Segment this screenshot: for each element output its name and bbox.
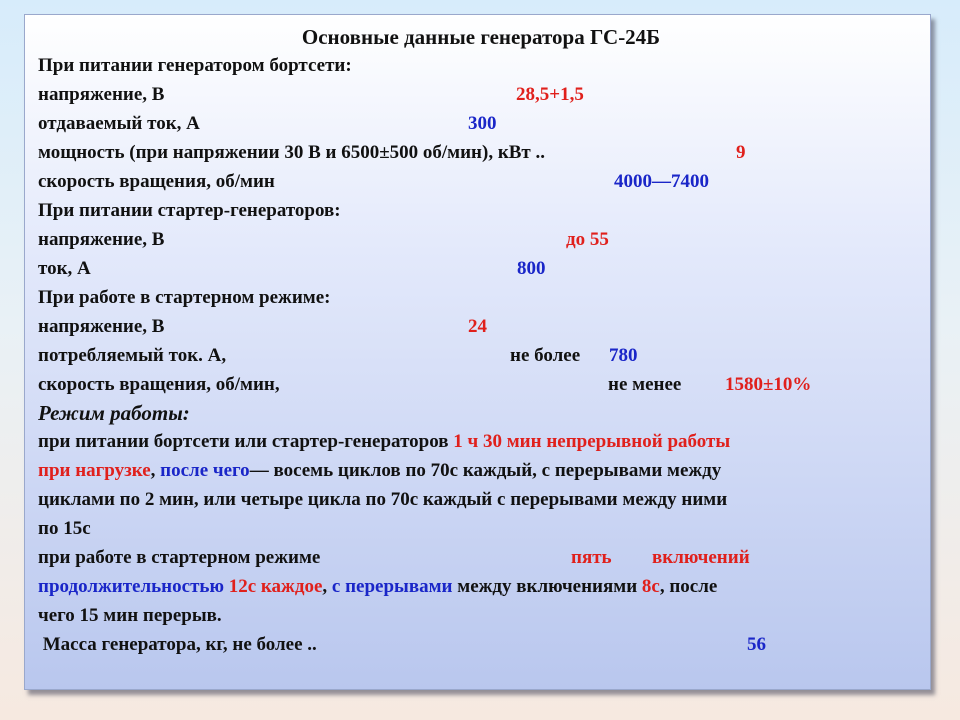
starter-mode-voltage-row — [38, 312, 916, 341]
mass-row — [38, 630, 916, 659]
starter-gen-current-value: 800 — [517, 258, 546, 279]
mode-para1-line1: при питании бортсети или стартер-генераторов 1 ч 30 мин непрерывной работы — [38, 431, 731, 452]
starter-mode-speed-prefix: не менее — [608, 374, 682, 395]
starter-gen-current-row — [38, 254, 916, 283]
starter-gen-voltage-value: до 55 — [566, 229, 609, 250]
starter-mode-speed-row — [38, 370, 916, 399]
each-12s-text: 12с каждое — [228, 576, 323, 597]
board-speed-value: 4000—7400 — [614, 171, 709, 192]
mode-para1-line3: циклами по 2 мин, или четыре цикла по 70с каждый с перерывами между ними — [38, 489, 728, 510]
board-power-label: мощность (при напряжении 30 В и 6500±500 об/мин), кВт .. — [38, 142, 546, 163]
board-power-row — [38, 138, 916, 167]
board-speed-label: скорость вращения, об/мин — [38, 171, 275, 192]
mode-para2-line1: при работе в стартерном режиме пять включений — [38, 543, 916, 572]
board-current-label: отдаваемый ток, А — [38, 113, 200, 134]
mode-para2-line3: чего 15 мин перерыв. — [38, 605, 222, 626]
after-which-text: после чего — [160, 460, 250, 481]
five-text: пять — [571, 547, 612, 568]
starter-mode-current-prefix: не более — [510, 345, 581, 366]
starter-mode-speed-label: скорость вращения, об/мин, — [38, 374, 280, 395]
mass-value: 56 — [747, 634, 766, 655]
under-load-text: при нагрузке — [38, 460, 151, 481]
with-breaks-text: с перерывами — [331, 576, 453, 597]
board-voltage-value: 28,5+1,5 — [516, 84, 584, 105]
board-voltage-row — [38, 80, 916, 109]
content-card — [24, 14, 931, 690]
mode-paragraph-1 — [38, 427, 916, 543]
starter-mode-speed-value: 1580±10% — [725, 374, 812, 395]
board-current-value: 300 — [468, 113, 497, 134]
starter-gen-current-label: ток, А — [38, 258, 91, 279]
starter-mode-voltage-value: 24 — [468, 316, 487, 337]
mode-para2-line2: продолжительностью 12с каждое, с перерывами между включениями 8с, после — [38, 576, 718, 597]
board-section-header: При питании генератором бортсети: — [38, 55, 352, 76]
board-voltage-label: напряжение, В — [38, 84, 165, 105]
board-power-value: 9 — [736, 142, 746, 163]
mode-para1-line4: по 15с — [38, 518, 91, 539]
switch-ons-text: включений — [652, 547, 750, 568]
board-current-row — [38, 109, 916, 138]
starter-mode-voltage-label: напряжение, В — [38, 316, 165, 337]
starter-mode-current-row — [38, 341, 916, 370]
page-title: Основные данные генератора ГС-24Б — [301, 25, 661, 49]
starter-mode-current-label: потребляемый ток. А, — [38, 345, 227, 366]
mode-para1-line2: при нагрузке, после чего— восемь циклов по 70с каждый, с перерывами между — [38, 460, 722, 481]
starter-gen-voltage-row — [38, 225, 916, 254]
board-speed-row — [38, 167, 916, 196]
mode-heading: Режим работы: — [38, 401, 190, 425]
starter-mode-current-value: 780 — [609, 345, 638, 366]
continuous-work-text: 1 ч 30 мин непрерывной работы — [453, 431, 731, 452]
mass-label: Масса генератора, кг, не более .. — [38, 634, 317, 655]
break-8s-text: 8с — [641, 576, 660, 597]
starter-mode-section-header: При работе в стартерном режиме: — [38, 287, 331, 308]
duration-text: продолжительностью — [38, 576, 229, 597]
starter-gen-voltage-label: напряжение, В — [38, 229, 165, 250]
mode-paragraph-2 — [38, 543, 916, 630]
starter-gen-section-header: При питании стартер-генераторов: — [38, 200, 341, 221]
